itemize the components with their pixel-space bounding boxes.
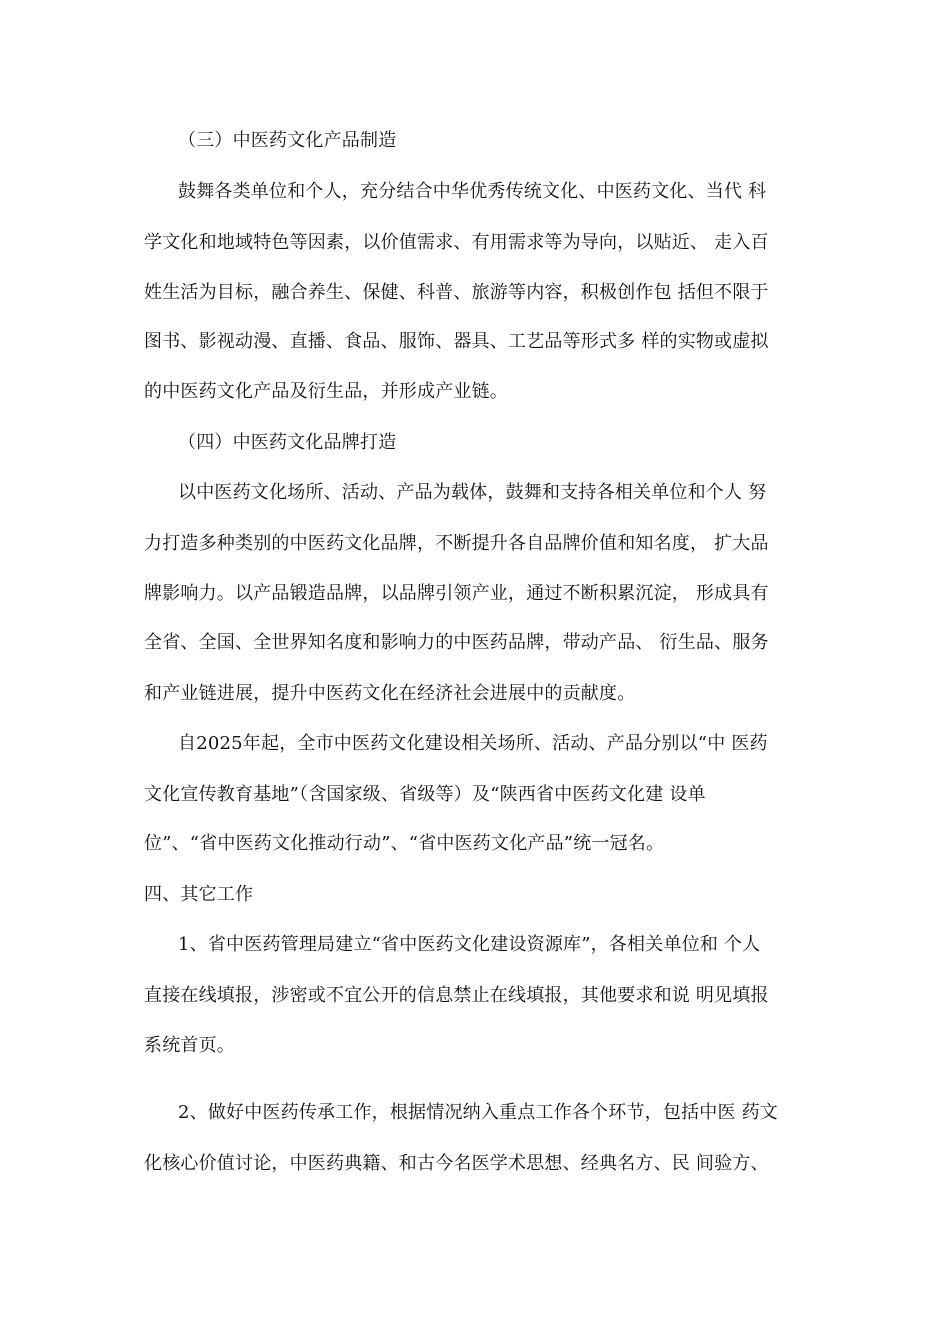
paragraph-line: 化核心价值讨论，中医药典籍、和古今名医学术思想、经典名方、民 间验方、 bbox=[144, 1153, 769, 1174]
paragraph-line: 鼓舞各类单位和个人，充分结合中华优秀传统文化、中医药文化、当代 科 bbox=[178, 181, 767, 202]
paragraph-line: 以中医药文化场所、活动、产品为载体，鼓舞和支持各相关单位和个人 努 bbox=[178, 482, 767, 503]
paragraph-line: 的中医药文化产品及衍生品，并形成产业链。 bbox=[144, 381, 508, 402]
heading-other-work: 四、其它工作 bbox=[144, 884, 254, 905]
paragraph-line: 姓生活为目标，融合养生、保健、科普、旅游等内容，积极创作包 括但不限于 bbox=[144, 282, 769, 303]
paragraph-line: 图书、影视动漫、直播、食品、服饰、器具、工艺品等形式多 样的实物或虚拟 bbox=[144, 331, 769, 352]
paragraph-line: 2、做好中医药传承工作，根据情况纳入重点工作各个环节，包括中医 药文 bbox=[178, 1102, 778, 1123]
paragraph-line: 和产业链进展，提升中医药文化在经济社会进展中的贡献度。 bbox=[144, 683, 636, 704]
heading-section-4: （四）中医药文化品牌打造 bbox=[178, 432, 397, 453]
paragraph-line: 力打造多种类别的中医药文化品牌，不断提升各自品牌价值和知名度， 扩大品 bbox=[144, 533, 769, 554]
paragraph-line: 自2025年起，全市中医药文化建设相关场所、活动、产品分别以“中 医药 bbox=[178, 733, 768, 754]
heading-section-3: （三）中医药文化产品制造 bbox=[178, 130, 397, 151]
paragraph-line: 牌影响力。以产品锻造品牌，以品牌引领产业，通过不断积累沉淀， 形成具有 bbox=[144, 583, 769, 604]
paragraph-line: 系统首页。 bbox=[144, 1035, 235, 1056]
paragraph-line: 文化宣传教育基地”（含国家级、省级等）及“陕西省中医药文化建 设单 bbox=[144, 784, 706, 805]
paragraph-line: 学文化和地域特色等因素，以价值需求、有用需求等为导向，以贴近、 走入百 bbox=[144, 232, 769, 253]
paragraph-line: 全省、全国、全世界知名度和影响力的中医药品牌，带动产品、 衍生品、服务 bbox=[144, 632, 769, 653]
paragraph-line: 直接在线填报，涉密或不宜公开的信息禁止在线填报，其他要求和说 明见填报 bbox=[144, 985, 769, 1006]
paragraph-line: 位”、“省中医药文化推动行动”、“省中医药文化产品”统一冠名。 bbox=[144, 833, 665, 854]
paragraph-line: 1、省中医药管理局建立“省中医药文化建设资源库”，各相关单位和 个人 bbox=[178, 934, 761, 955]
